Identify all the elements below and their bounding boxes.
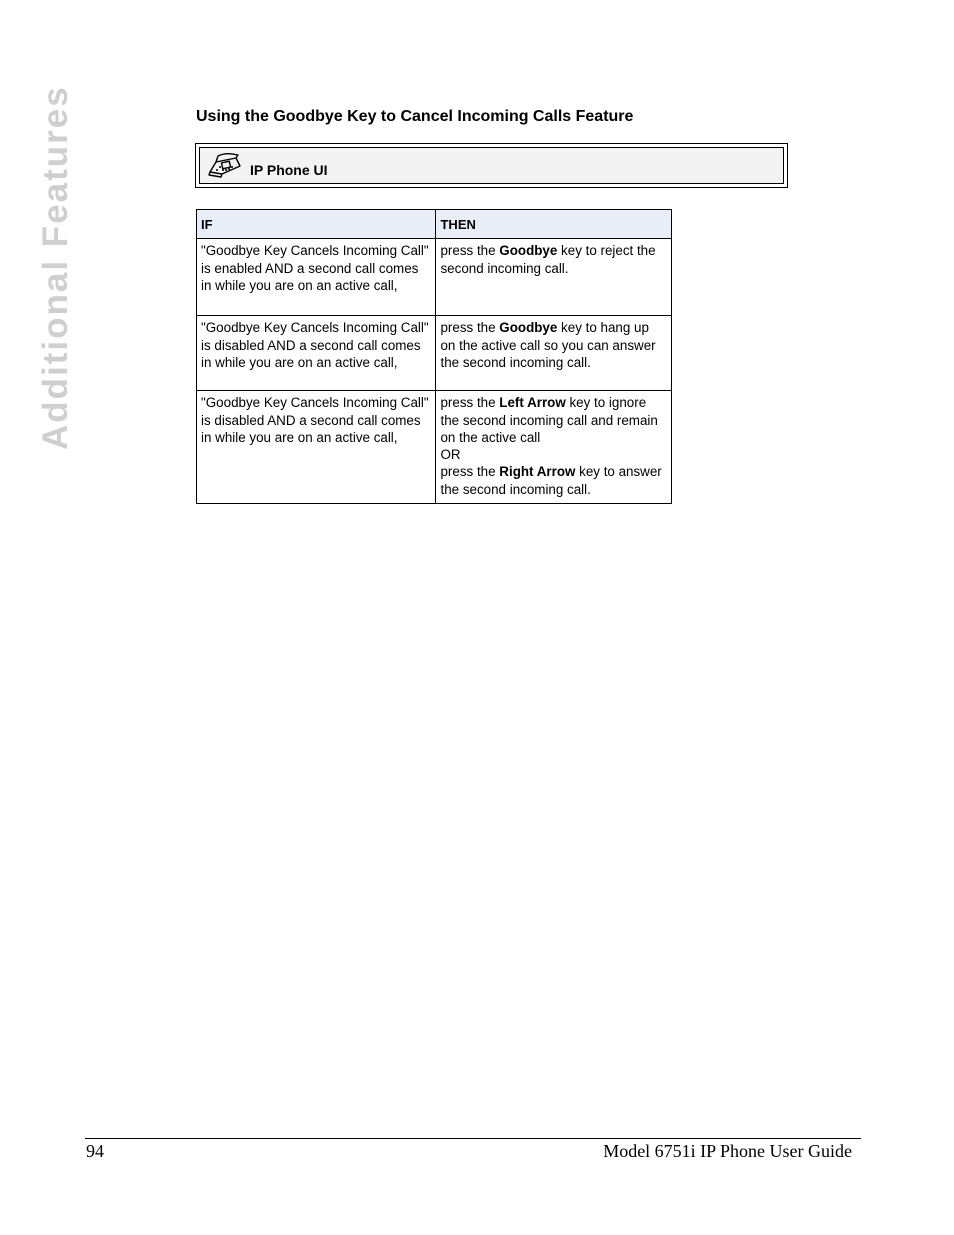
table-row (197, 391, 672, 504)
then-cell (436, 239, 672, 316)
if-then-table (196, 209, 672, 504)
then-text: key to answer the second incoming call. (440, 464, 662, 497)
key-name-goodbye: Goodbye (499, 243, 558, 259)
phone-icon (206, 152, 242, 178)
section-title: Using the Goodbye Key to Cancel Incoming Calls Feature (196, 108, 634, 125)
then-text: press the (440, 464, 500, 480)
key-name-right-arrow: Right Arrow (499, 464, 576, 480)
then-text: press the (440, 243, 500, 259)
or-separator: OR (440, 447, 461, 463)
if-cell: "Goodbye Key Cancels Incoming Call" is enabled AND a second call comes in while you are on an active call, (197, 239, 436, 316)
header-then: THEN (436, 210, 672, 239)
then-cell (436, 391, 672, 504)
table-row (197, 316, 672, 391)
ui-callout-box (195, 143, 788, 188)
then-text: key to reject the second incoming call. (440, 243, 656, 276)
then-text: press the (440, 395, 500, 411)
if-cell: "Goodbye Key Cancels Incoming Call" is disabled AND a second call comes in while you are on an active call, (197, 391, 436, 504)
page-number: 94 (86, 1141, 104, 1161)
then-text: key to ignore the second incoming call and remain on the active call (440, 395, 658, 445)
document-title: Model 6751i IP Phone User Guide (603, 1141, 852, 1161)
side-tab-label: Additional Features (36, 85, 75, 450)
if-cell: "Goodbye Key Cancels Incoming Call" is disabled AND a second call comes in while you are on an active call, (197, 316, 436, 391)
key-name-goodbye: Goodbye (499, 320, 558, 336)
ui-callout-inner (199, 147, 784, 184)
then-text: press the (440, 320, 500, 336)
table-row (197, 239, 672, 316)
ui-label: IP Phone UI (250, 162, 328, 178)
then-text: key to hang up on the active call so you can answer the second incoming call. (440, 320, 656, 370)
key-name-left-arrow: Left Arrow (499, 395, 566, 411)
header-if: IF (197, 210, 436, 239)
table-header-row (197, 210, 672, 239)
footer-rule (85, 1138, 861, 1139)
then-cell (436, 316, 672, 391)
